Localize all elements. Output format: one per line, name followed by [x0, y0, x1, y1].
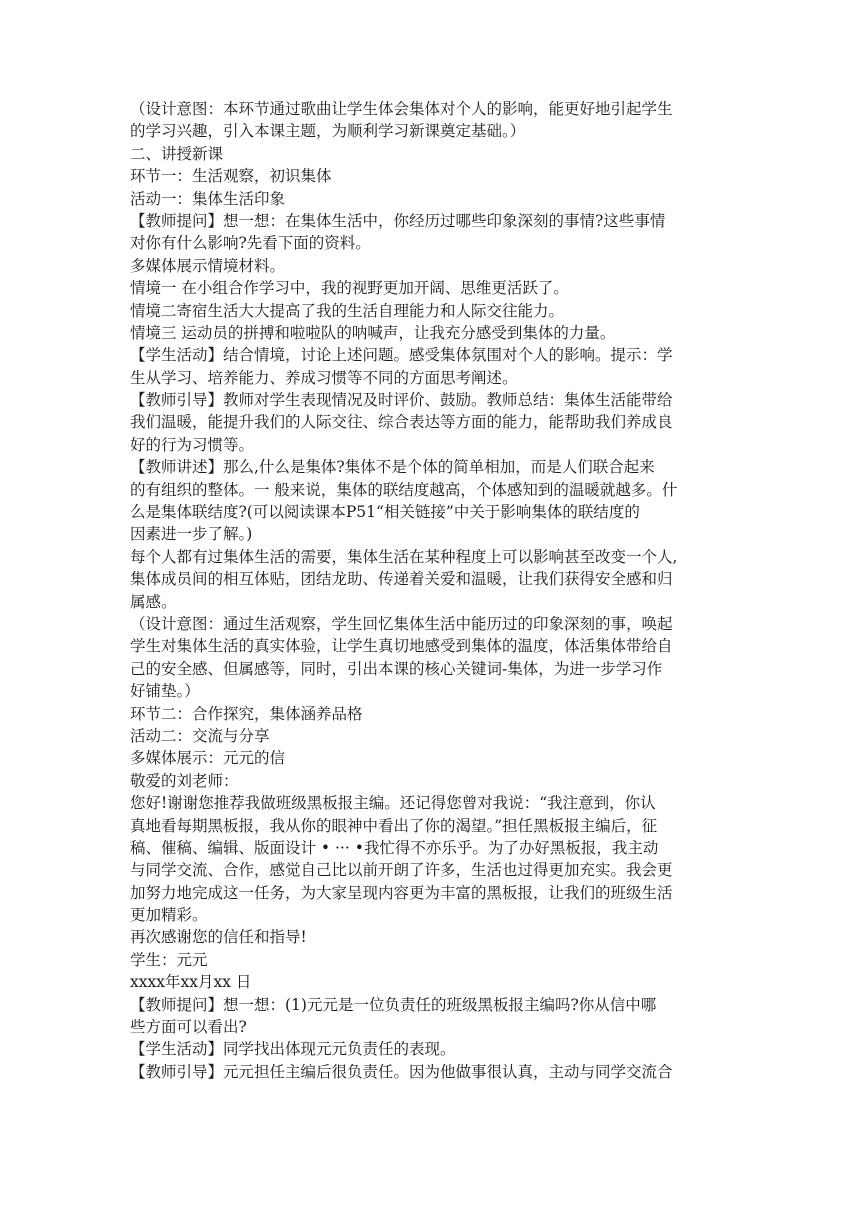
- letter-line: 稿、催稿、编辑、版面设计 • ··· •我忙得不亦乐乎。为了办好黑板报，我主动: [130, 838, 659, 857]
- text-line: 么是集体联结度?(可以阅读课本P51“相关链接”中关于影响集体的联结度的: [130, 503, 640, 522]
- text-line: 【学生活动】同学找出体现元元负责任的表现。: [130, 1040, 456, 1059]
- letter-line: 更加精彩。: [130, 906, 208, 925]
- text-line: 【学生活动】结合情境，讨论上述问题。感受集体氛围对个人的影响。提示：学: [130, 346, 673, 365]
- text-line: 【教师讲述】那么,什么是集体?集体不是个体的简单相加，而是人们联合起来: [130, 458, 655, 477]
- activity-heading: 活动一：集体生活印象: [130, 189, 286, 208]
- text-line: 【教师引导】元元担任主编后很负责任。因为他做事很认真，主动与同学交流合: [130, 1062, 673, 1081]
- text-line: 生从学习、培养能力、养成习惯等不同的方面思考阐述。: [130, 368, 518, 387]
- text-line: 些方面可以看出?: [130, 1018, 247, 1037]
- text-line: 的有组织的整体。一 般来说，集体的联结度越高，个体感知到的温暖就越多。什: [130, 480, 678, 499]
- text-line: 好的行为习惯等。: [130, 435, 255, 454]
- text-line: 因素进一步了解。): [130, 525, 253, 544]
- activity-heading: 活动二：交流与分享: [130, 726, 270, 745]
- text-line: 情境一 在小组合作学习中，我的视野更加开阔、思维更活跃了。: [130, 279, 569, 298]
- subsection-heading: 环节二：合作探究，集体涵养品格: [130, 704, 363, 723]
- letter-salutation: 敬爱的刘老师：: [130, 771, 239, 790]
- letter-closing: 再次感谢您的信任和指导!: [130, 928, 307, 947]
- section-heading: 二、讲授新课: [130, 144, 224, 163]
- letter-line: 真地看每期黑板报，我从你的眼神中看出了你的渴望。”担任黑板报主编后，征: [130, 816, 658, 835]
- letter-line: 与同学交流、合作，感觉自己比以前开朗了许多，生活也过得更加充实。我会更: [130, 861, 673, 880]
- text-line: 【教师引导】教师对学生表现情况及时评价、鼓励。教师总结：集体生活能带给: [130, 391, 673, 410]
- text-line: 的学习兴趣，引入本课主题，为顺利学习新课奠定基础。）: [130, 122, 526, 141]
- text-line: 情境三 运动员的拼搏和啦啦队的呐喊声，让我充分感受到集体的力量。: [130, 323, 616, 342]
- document-body: [130, 98, 740, 1083]
- text-line: 己的安全感、但属感等，同时，引出本课的核心关键词-集体，为进一步学习作: [130, 659, 663, 678]
- text-line: 属感。: [130, 592, 177, 611]
- text-line: 学生对集体生活的真实体验，让学生真切地感受到集体的温度，体活集体带给自: [130, 637, 673, 656]
- text-line: 【教师提问】想一想：在集体生活中，你经历过哪些印象深刻的事情?这些事情: [130, 211, 666, 230]
- text-line: 情境二寄宿生活大大提高了我的生活自理能力和人际交往能力。: [130, 301, 565, 320]
- subsection-heading: 环节一：生活观察，初识集体: [130, 167, 332, 186]
- text-line: 我们温暖，能提升我们的人际交往、综合表达等方面的能力，能帮助我们养成良: [130, 413, 673, 432]
- text-line: 集体成员间的相互体贴，团结龙助、传递着关爱和温暖，让我们获得安全感和归: [130, 570, 673, 589]
- text-line: （设计意图：本环节通过歌曲让学生体会集体对个人的影响，能更好地引起学生: [130, 100, 673, 118]
- text-line: 多媒体展示：元元的信: [130, 749, 286, 768]
- text-line: 每个人都有过集体生活的需要，集体生活在某种程度上可以影响甚至改变一个人,: [130, 547, 678, 566]
- text-line: 对你有什么影响?先看下面的资料。: [130, 234, 371, 253]
- text-line: 【教师提问】想一想：(1)元元是一位负责任的班级黑板报主编吗?你从信中哪: [130, 995, 657, 1014]
- letter-date: xxxx年xx月xx 日: [130, 973, 252, 992]
- text-line: （设计意图：通过生活观察，学生回忆集体生活中能历过的印象深刻的事，唤起: [130, 614, 673, 633]
- letter-line: 加努力地完成这一任务，为大家呈现内容更为丰富的黑板报，让我们的班级生活: [130, 883, 673, 902]
- letter-line: 您好!谢谢您推荐我做班级黑板报主编。还记得您曾对我说：“我注意到，你认: [130, 794, 656, 813]
- text-line: 多媒体展示情境材料。: [130, 256, 286, 275]
- text-line: 好铺垫。）: [130, 682, 200, 701]
- letter-signature: 学生：元元: [130, 950, 208, 969]
